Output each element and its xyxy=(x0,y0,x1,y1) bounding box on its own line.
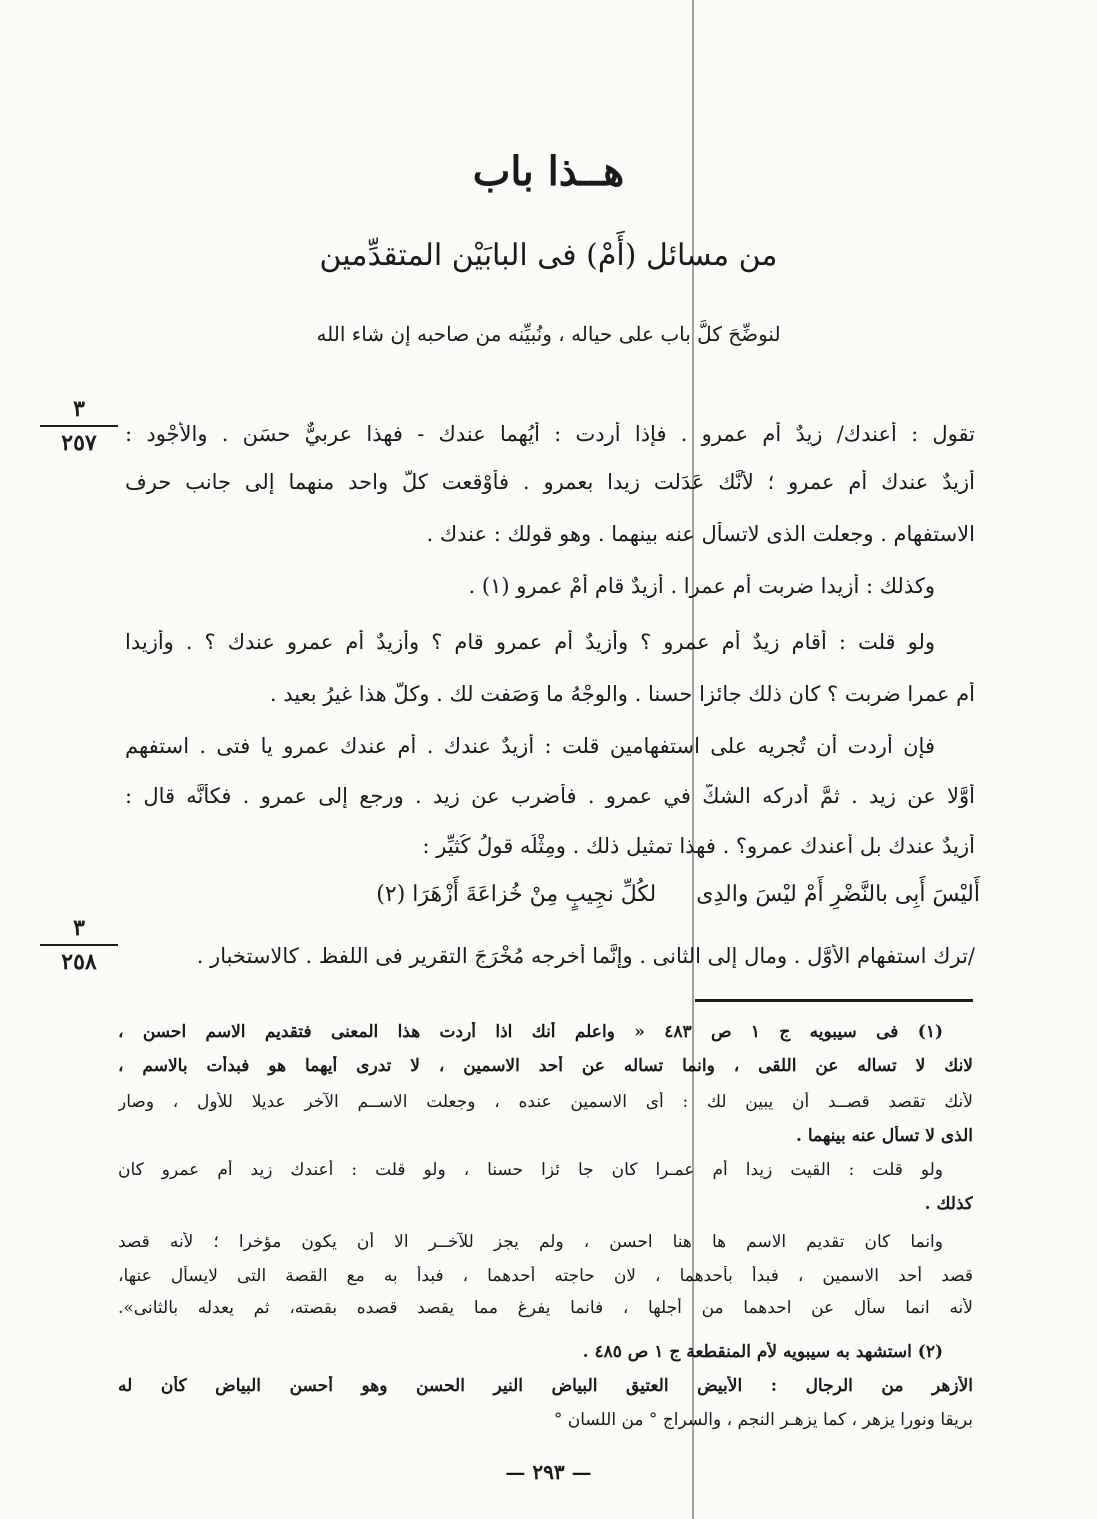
footnote-separator xyxy=(695,999,973,1002)
body-line: تقول : أعندك/ زيدٌ أم عمرو . فإذا أردت : أَيُهما عندك - فهذا عربيٌّ حسَن . والأَجْود : xyxy=(125,422,975,446)
body-line: فإن أردت أن تُجرِيه على استفهامين قلت : أزيدٌ عندك . أم عندك عمرو يا فتى . استفهم xyxy=(125,734,935,758)
page-fold-line xyxy=(692,0,694,1519)
footnote-line: بريقا ونورا يزهر ، كما يزهـر النجم ، والسراج ° من اللسان ° xyxy=(553,1410,973,1430)
poem-verse xyxy=(180,882,980,907)
body-line: أزيدٌ عندك أم عمرو ؛ لأَنَّك عَدَلت زيدا بعمرو . فأَوْقعت كلَّ واحد منهما إلى جانب حرف xyxy=(125,470,975,494)
poem-hemistich-1: أَليْسَ أَبِى بالنَّضْرِ أَمْ ليْسَ والدِى xyxy=(696,882,980,907)
body-line-last: /ترك استفهام الأوَّل . ومال إلى الثانى . وإنَّما أخرجه مُخْرَجَ التقرير فى اللفظ . كالاستخبار . xyxy=(196,944,975,968)
body-line: الاستفهام . وجعلت الذى لاتسأَل عنه بينهما . وهو قولك : عندك . xyxy=(426,522,975,546)
margin-page: ٢٥٨ xyxy=(40,944,118,975)
footnote-line: قصد أحد الاسمين ، فبدأ بأحدهما ، لان حاجته أحدهما ، فبدأ به مع القصة التى لايسأل عنها، xyxy=(118,1266,973,1286)
body-line: أم عمرا ضربت ؟ كان ذلك جائزا حسنا . والوجْهُ ما وَصَفت لك . وكلُّ هذا غيرُ بعيد . xyxy=(269,682,975,706)
page-title: هــذا باب xyxy=(472,148,625,195)
chapter-subtitle: من مسائل (أَمْ) فى البابَيْن المتقدِّمين xyxy=(319,238,778,273)
poem-hemistich-2: لكُلِّ نجِيبٍ مِنْ خُزاعَةَ أَزْهَرَا (٢) xyxy=(376,882,657,907)
body-line: ولو قلت : أقام زيدٌ أم عمرو ؟ وأزيدٌ أم عمرو قام ؟ وأزيدٌ أم عمرو عندك ؟ . وأزيدا xyxy=(125,630,935,654)
margin-reference-2 xyxy=(40,915,118,975)
margin-volume: ٣ xyxy=(73,915,85,941)
margin-reference-1 xyxy=(40,396,118,456)
footnote-line: كذلك . xyxy=(924,1194,973,1214)
footnote-line: لأنه انما سأل عن احدهما من أجلها ، فانما يفرغ مما يقصد قصده بقصته، ثم يعدله بالثانى». xyxy=(118,1298,973,1318)
footnote-line: وانما كان تقديم الاسم ها هنا احسن ، ولم يجز للآخــر الا أن يكون مؤخرا ؛ لأنه قصد xyxy=(118,1232,943,1252)
margin-volume: ٣ xyxy=(73,396,85,422)
chapter-intro: لنوضِّحَ كلَّ باب على حياله ، ونُبيِّنه من صاحبه إن شاء الله xyxy=(316,322,781,346)
footnote-line: لأنك تقصد قصــد أن يبين لك : أى الاسمين عنده ، وجعلت الاســم الآخر عديلا للأول ، وصار xyxy=(118,1092,973,1112)
footnote-line: (١) فى سيبويه ج ١ ص ٤٨٣ « واعلم أنك اذا أردت هذا المعنى فتقديم الاسم احسن ، xyxy=(118,1022,944,1042)
footnote-line: لانك لا تساله عن اللقى ، وانما تساله عن أحد الاسمين ، لا تدرى أيهما هو فبدأت بالاسم ، xyxy=(118,1056,973,1076)
body-line: أزيدٌ عندك بل أعندك عمرو؟ . فهذا تمثيل ذلك . ومِثْلُه قولُ كُثيِّر : xyxy=(422,834,975,858)
footnote-line: الأزهر من الرجال : الأبيض العتيق البياض النير الحسن وهو أحسن البياض كأن له xyxy=(118,1376,973,1396)
page-number: — ٢٩٣ — xyxy=(505,1460,592,1484)
body-line: وكذلك : أزيدا ضربت أَم عمرا . أزيدٌ قام أَمْ عمرو (١) . xyxy=(468,574,935,598)
margin-page: ٢٥٧ xyxy=(40,425,118,456)
footnote-line: الذى لا تسأل عنه بينهما . xyxy=(796,1126,973,1146)
footnote-line: (٢) استشهد به سيبويه لأم المنقطعة ج ١ ص ٤٨٥ . xyxy=(582,1342,943,1362)
footnote-line: ولو قلت : القيت زيدا أم عمـرا كان جا ئزا حسنا ، ولو قلت : أعندك زيد أم عمرو كان xyxy=(118,1160,943,1180)
body-line: أوَّلا عن زيد . ثمَّ أدركه الشكُّ في عمرو . فأَضرب عن زيد . ورجع إلى عمرو . فكأَنَّه قال : xyxy=(125,784,975,808)
